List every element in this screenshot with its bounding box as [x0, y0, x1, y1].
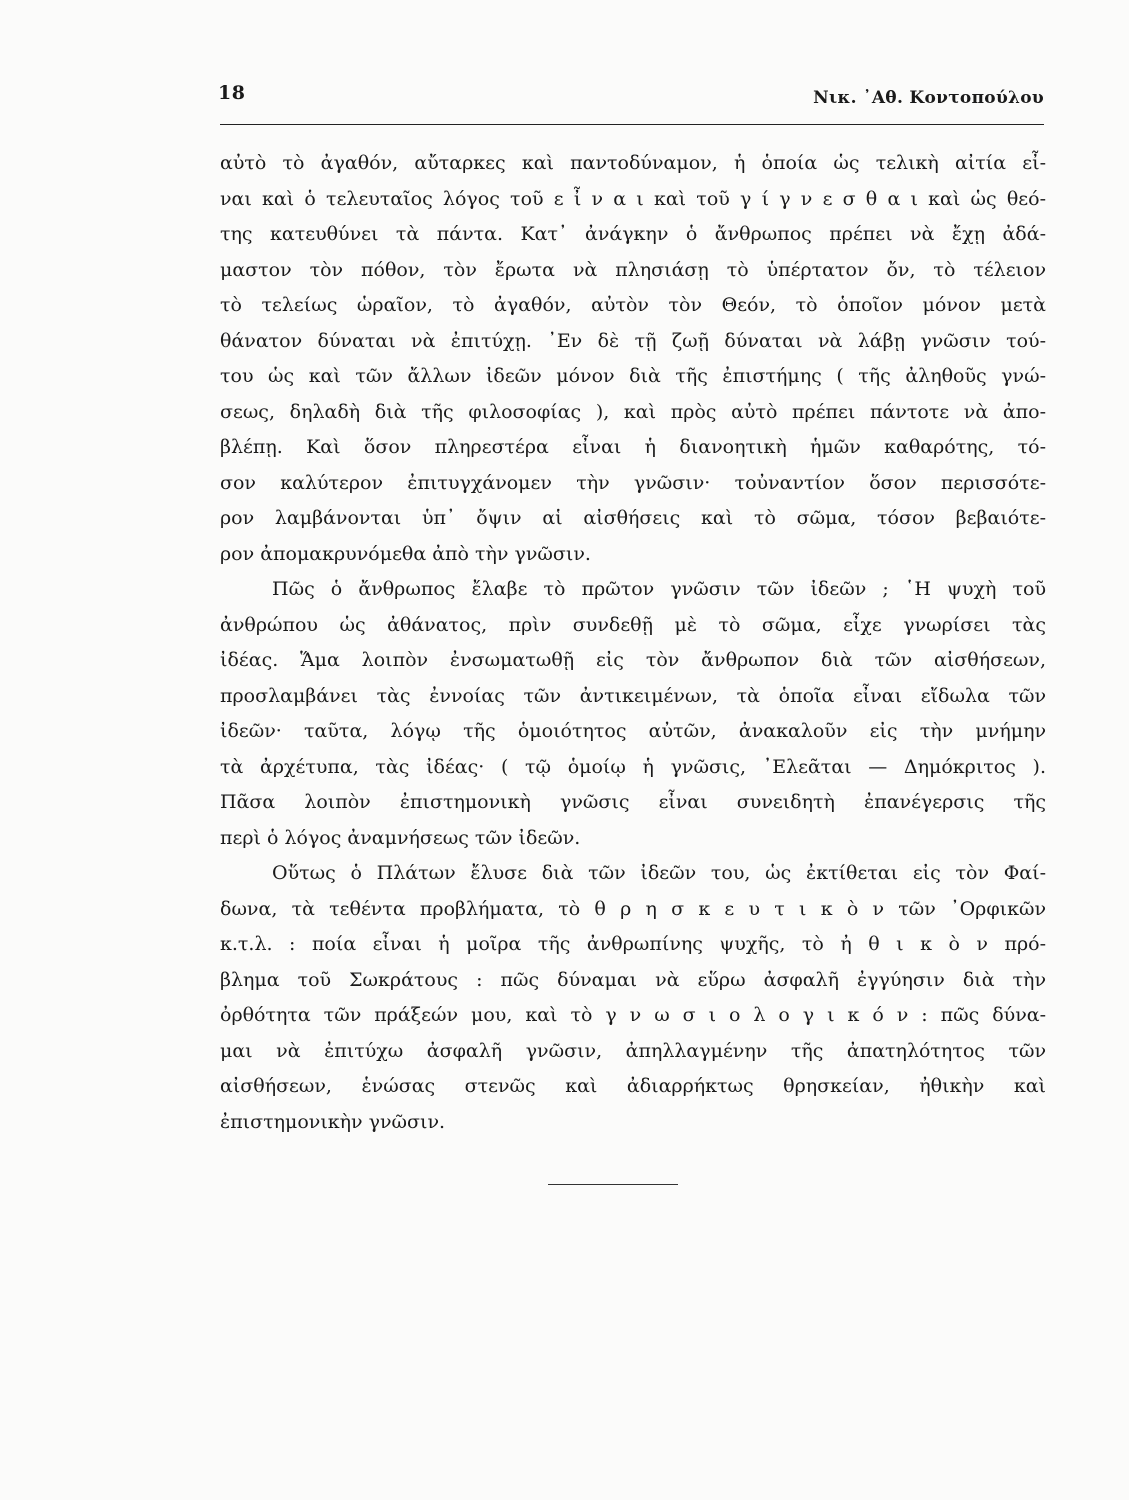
paragraph-1 [220, 146, 1046, 572]
running-head: Νικ. ᾿Αθ. Κοντοπούλου [813, 88, 1044, 108]
text-line: μαι νὰ ἐπιτύχω ἀσφαλῆ γνῶσιν, ἀπηλλαγμένην τῆς ἀπατηλότητος τῶν [220, 1039, 1046, 1062]
section-end-rule [548, 1184, 678, 1185]
text-line: Πᾶσα λοιπὸν ἐπιστημονικὴ γνῶσις εἶναι συνειδητὴ ἐπανέγερσις τῆς [220, 791, 1046, 813]
text-line: κ.τ.λ. : ποία εἶναι ἡ μοῖρα τῆς ἀνθρωπίνης ψυχῆς, τὸ ἠ θ ι κ ὸ ν πρό- [220, 933, 1046, 955]
text-line: ὀρθότητα τῶν πράξεών μου, καὶ τὸ γ ν ω σ ι ο λ ο γ ι κ ό ν : πῶς δύνα- [220, 1004, 1046, 1026]
text-line: σον καλύτερον ἐπιτυγχάνομεν τὴν γνῶσιν· τοὐναντίον ὅσον περισσότε- [220, 471, 1046, 494]
text-line: θάνατον δύναται νὰ ἐπιτύχῃ. ᾿Εν δὲ τῇ ζωῇ δύναται νὰ λάβῃ γνῶσιν τού- [220, 329, 1046, 352]
text-line: ναι καὶ ὁ τελευταῖος λόγος τοῦ ε ἶ ν α ι καὶ τοῦ γ ί γ ν ε σ θ α ι καὶ ὡς θεό- [220, 187, 1046, 210]
page-header [218, 82, 1044, 122]
text-line: ρον ἀπομακρυνόμεθα ἀπὸ τὴν γνῶσιν. [220, 542, 591, 565]
text-line: περὶ ὁ λόγος ἀναμνήσεως τῶν ἰδεῶν. [220, 826, 581, 849]
header-rule [220, 124, 1044, 125]
text-line: δωνα, τὰ τεθέντα προβλήματα, τὸ θ ρ η σ κ ε υ τ ι κ ὸ ν τῶν ᾿Ορφικῶν [220, 897, 1046, 920]
text-line: τὸ τελείως ὡραῖον, τὸ ἀγαθόν, αὐτὸν τὸν Θεόν, τὸ ὁποῖον μόνον μετὰ [220, 294, 1046, 316]
text-line: αἰσθήσεων, ἑνώσας στενῶς καὶ ἀδιαρρήκτως θρησκείαν, ἠθικὴν καὶ [220, 1075, 1046, 1097]
text-line: ἰδεῶν· ταῦτα, λόγῳ τῆς ὁμοιότητος αὐτῶν, ἀνακαλοῦν εἰς τὴν μνήμην [220, 720, 1046, 742]
paragraph-2 [220, 572, 1046, 856]
text-line: του ὡς καὶ τῶν ἄλλων ἰδεῶν μόνον διὰ τῆς ἐπιστήμης ( τῆς ἀληθοῦς γνώ- [220, 365, 1046, 387]
text-line: ἐπιστημονικὴν γνῶσιν. [220, 1110, 446, 1133]
text-line: ρον λαμβάνονται ὑπ᾿ ὄψιν αἱ αἰσθήσεις καὶ τὸ σῶμα, τόσον βεβαιότε- [220, 507, 1046, 529]
text-line: σεως, δηλαδὴ διὰ τῆς φιλοσοφίας ), καὶ πρὸς αὐτὸ πρέπει πάντοτε νὰ ἀπο- [220, 400, 1046, 423]
text-line: Οὕτως ὁ Πλάτων ἔλυσε διὰ τῶν ἰδεῶν του, ὡς ἐκτίθεται εἰς τὸν Φαί- [272, 862, 1046, 884]
text-line: μαστον τὸν πόθον, τὸν ἔρωτα νὰ πλησιάσῃ τὸ ὑπέρτατον ὄν, τὸ τέλειον [220, 258, 1046, 281]
page-number: 18 [218, 82, 246, 104]
paragraph-3 [220, 856, 1046, 1140]
text-line: ἰδέας. Ἅμα λοιπὸν ἐνσωματωθῇ εἰς τὸν ἄνθρωπον διὰ τῶν αἰσθήσεων, [220, 649, 1046, 671]
text-line: ἀνθρώπου ὡς ἀθάνατος, πρὶν συνδεθῇ μὲ τὸ σῶμα, εἶχε γνωρίσει τὰς [220, 613, 1046, 636]
text-line: Πῶς ὁ ἄνθρωπος ἔλαβε τὸ πρῶτον γνῶσιν τῶν ἰδεῶν ; ῾Η ψυχὴ τοῦ [272, 578, 1046, 600]
text-line: τὰ ἀρχέτυπα, τὰς ἰδέας· ( τῷ ὁμοίῳ ἡ γνῶσις, ᾿Ελεᾶται — Δημόκριτος ). [220, 755, 1046, 778]
text-line: βλέπῃ. Καὶ ὅσον πληρεστέρα εἶναι ἡ διανοητικὴ ἡμῶν καθαρότης, τό- [220, 436, 1046, 458]
body-text [220, 146, 1046, 1140]
text-line: βλημα τοῦ Σωκράτους : πῶς δύναμαι νὰ εὕρω ἀσφαλῆ ἐγγύησιν διὰ τὴν [220, 968, 1046, 991]
text-line: αὐτὸ τὸ ἀγαθόν, αὔταρκες καὶ παντοδύναμον, ἡ ὁποία ὡς τελικὴ αἰτία εἶ- [220, 152, 1046, 174]
text-line: προσλαμβάνει τὰς ἐννοίας τῶν ἀντικειμένων, τὰ ὁποῖα εἶναι εἴδωλα τῶν [220, 684, 1046, 707]
text-line: της κατευθύνει τὰ πάντα. Κατ᾿ ἀνάγκην ὁ ἄνθρωπος πρέπει νὰ ἔχῃ ἀδά- [220, 223, 1046, 245]
